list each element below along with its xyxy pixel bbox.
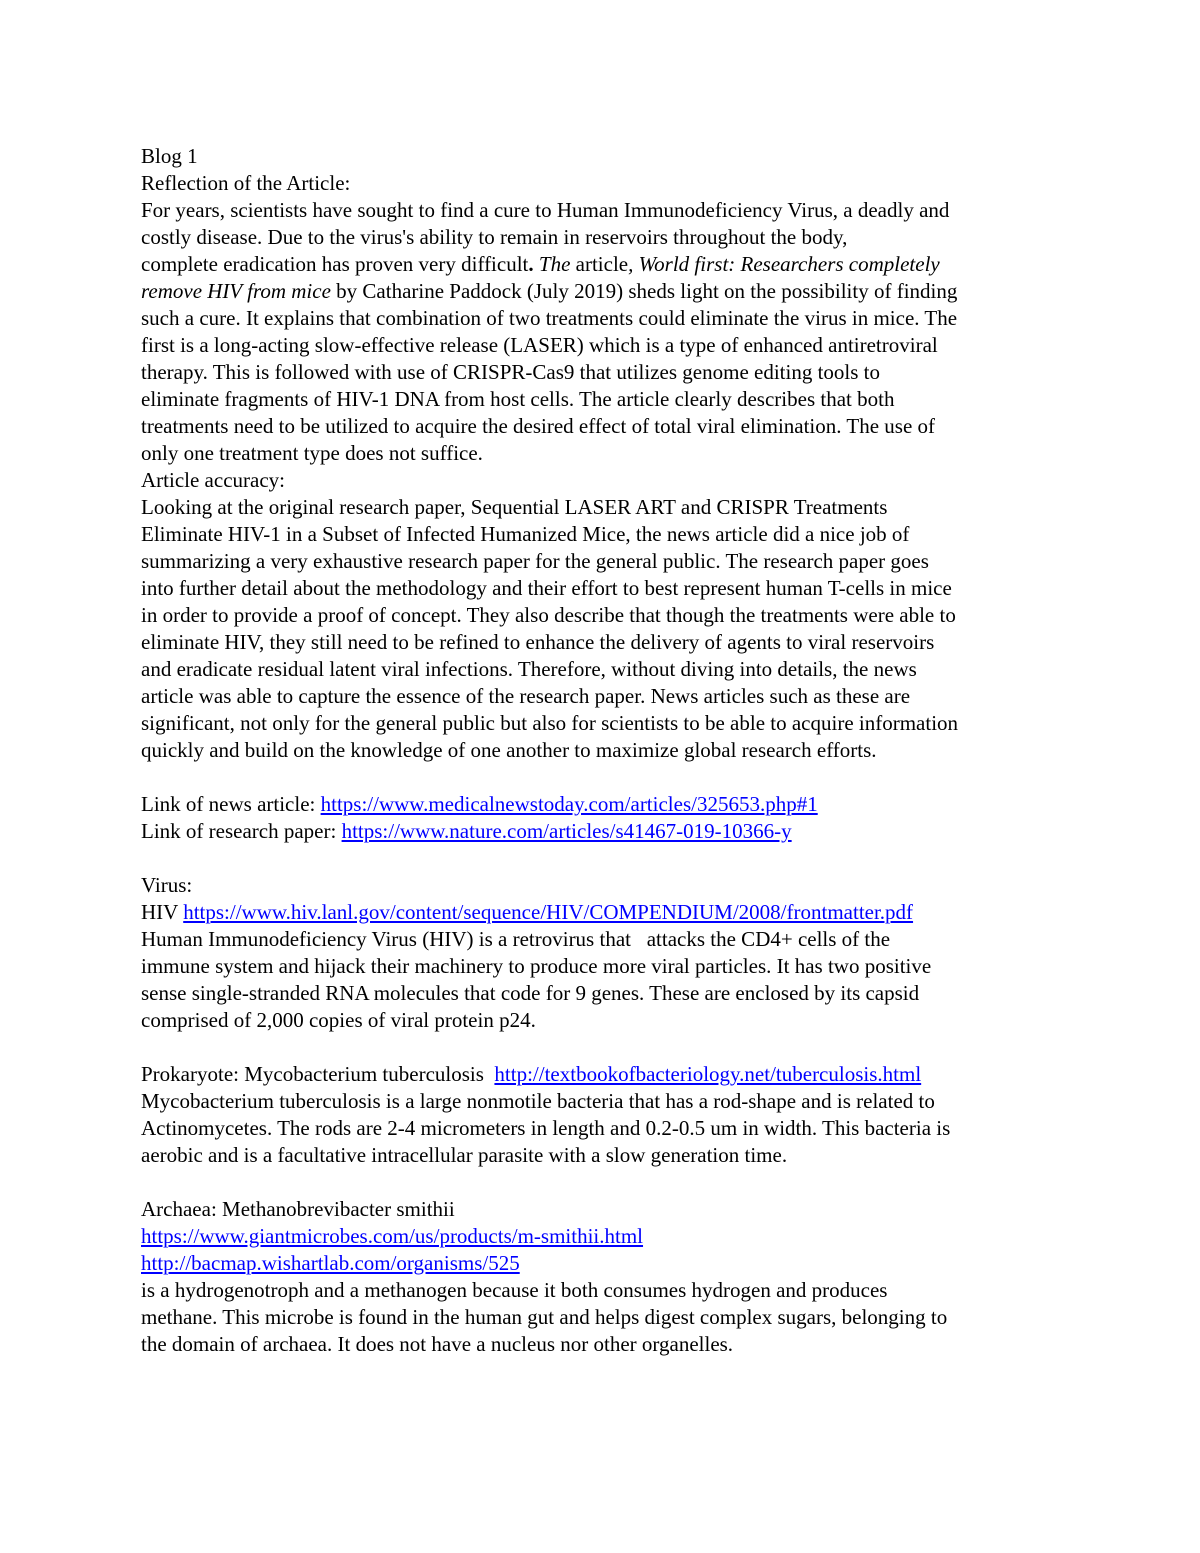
text-line: is a hydrogenotroph and a methanogen because it both consumes hydrogen and produces — [141, 1278, 888, 1302]
news-article-label: Link of news article: — [141, 792, 321, 816]
blog-title: Blog 1 — [141, 144, 198, 168]
text-line: in order to provide a proof of concept. They also describe that though the treatments were able to — [141, 603, 956, 627]
hiv-link-line — [141, 899, 1071, 926]
text-line: sense single-stranded RNA molecules that code for 9 genes. These are enclosed by its capsid — [141, 981, 920, 1005]
text-line: Actinomycetes. The rods are 2-4 micrometers in length and 0.2-0.5 um in width. This bacteria is — [141, 1116, 951, 1140]
reflection-heading: Reflection of the Article: — [141, 171, 351, 195]
text-line: Looking at the original research paper, Sequential LASER ART and CRISPR Treatments — [141, 495, 888, 519]
hiv-label: HIV — [141, 900, 184, 924]
text-line: into further detail about the methodology and their effort to best represent human T-cells in mice — [141, 576, 952, 600]
text-line — [141, 278, 1071, 305]
news-article-link[interactable]: https://www.medicalnewstoday.com/articles/325653.php#1 — [320, 792, 818, 816]
text-line: significant, not only for the general public but also for scientists to be able to acquire information — [141, 711, 959, 735]
spacer — [141, 1034, 1071, 1061]
prokaryote-link[interactable]: http://textbookofbacteriology.net/tuberculosis.html — [494, 1062, 922, 1086]
text-line: treatments need to be utilized to acquire the desired effect of total viral elimination. The use of — [141, 414, 936, 438]
text-line: the domain of archaea. It does not have a nucleus nor other organelles. — [141, 1332, 734, 1356]
research-paper-link-line — [141, 818, 1071, 845]
spacer — [141, 1169, 1071, 1196]
text-line: quickly and build on the knowledge of one another to maximize global research efforts. — [141, 738, 877, 762]
text-line: methane. This microbe is found in the human gut and helps digest complex sugars, belonging to — [141, 1305, 948, 1329]
document-page — [141, 143, 1071, 1358]
prokaryote-link-line — [141, 1061, 1071, 1088]
prokaryote-label: Prokaryote: Mycobacterium tuberculosis — [141, 1062, 495, 1086]
prokaryote-paragraph — [141, 1088, 1071, 1169]
text-line: comprised of 2,000 copies of viral protein p24. — [141, 1008, 536, 1032]
text-line: first is a long-acting slow-effective release (LASER) which is a type of enhanced antiretroviral — [141, 333, 938, 357]
text-line: For years, scientists have sought to find a cure to Human Immunodeficiency Virus, a deadly and — [141, 198, 950, 222]
text-line: eliminate fragments of HIV-1 DNA from host cells. The article clearly describes that both — [141, 387, 895, 411]
research-paper-link[interactable]: https://www.nature.com/articles/s41467-019-10366-y — [341, 819, 792, 843]
accuracy-paragraph — [141, 494, 1071, 764]
archaea-paragraph — [141, 1277, 1071, 1358]
text-line: article was able to capture the essence of the research paper. News articles such as these are — [141, 684, 911, 708]
text-line — [141, 251, 1071, 278]
text-line: therapy. This is followed with use of CRISPR-Cas9 that utilizes genome editing tools to — [141, 360, 881, 384]
text-line: immune system and hijack their machinery to produce more viral particles. It has two positive — [141, 954, 932, 978]
research-paper-label: Link of research paper: — [141, 819, 342, 843]
text-line: aerobic and is a facultative intracellular parasite with a slow generation time. — [141, 1143, 788, 1167]
archaea-link-line-2 — [141, 1250, 1071, 1277]
archaea-heading: Archaea: Methanobrevibacter smithii — [141, 1197, 455, 1221]
text-run: The — [533, 252, 571, 276]
text-line: Human Immunodeficiency Virus (HIV) is a retrovirus that attacks the CD4+ cells of the — [141, 927, 891, 951]
text-line: and eradicate residual latent viral infections. Therefore, without diving into details, the news — [141, 657, 917, 681]
hiv-link[interactable]: https://www.hiv.lanl.gov/content/sequence/HIV/COMPENDIUM/2008/frontmatter.pdf — [183, 900, 914, 924]
text-line: only one treatment type does not suffice. — [141, 441, 483, 465]
text-line: eliminate HIV, they still need to be refined to enhance the delivery of agents to viral reservoirs — [141, 630, 935, 654]
bacmap-link[interactable]: http://bacmap.wishartlab.com/organisms/525 — [141, 1251, 520, 1275]
text-run: . — [528, 252, 534, 276]
giantmicrobes-link[interactable]: https://www.giantmicrobes.com/us/products/m-smithii.html — [141, 1224, 644, 1248]
text-line: summarizing a very exhaustive research paper for the general public. The research paper goes — [141, 549, 929, 573]
text-run: article — [570, 252, 629, 276]
archaea-link-line-1 — [141, 1223, 1071, 1250]
spacer — [141, 845, 1071, 872]
text-run: complete eradication has proven very difficult — [141, 252, 529, 276]
text-line: Mycobacterium tuberculosis is a large nonmotile bacteria that has a rod-shape and is related to — [141, 1089, 935, 1113]
reflection-paragraph — [141, 197, 1071, 467]
text-line: Eliminate HIV-1 in a Subset of Infected Humanized Mice, the news article did a nice job of — [141, 522, 910, 546]
news-article-link-line — [141, 791, 1071, 818]
text-run: by Catharine Paddock (July 2019) sheds light on the possibility of finding — [330, 279, 958, 303]
virus-heading: Virus: — [141, 873, 193, 897]
text-line: costly disease. Due to the virus's ability to remain in reservoirs throughout the body, — [141, 225, 848, 249]
text-line: such a cure. It explains that combination of two treatments could eliminate the virus in mice. The — [141, 306, 958, 330]
article-title-part: , World first: Researchers completely — [628, 252, 940, 276]
accuracy-heading: Article accuracy: — [141, 468, 285, 492]
spacer — [141, 764, 1071, 791]
virus-paragraph — [141, 926, 1071, 1034]
article-title-part: remove HIV from mice — [141, 279, 331, 303]
